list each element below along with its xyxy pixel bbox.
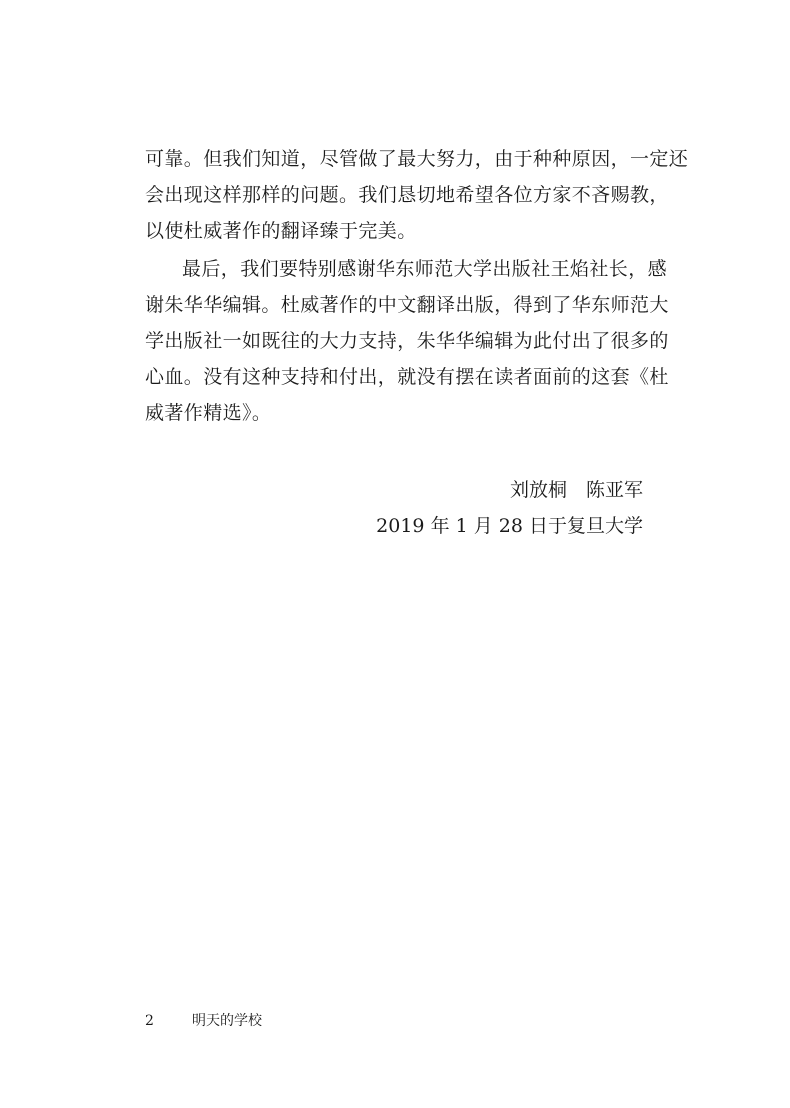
signature-authors: 刘放桐 陈亚军 [509,479,643,501]
text-line: 心血。没有这种支持和付出，就没有摆在读者面前的这套《杜 [145,366,669,388]
text-line: 威著作精选》。 [145,402,272,424]
signature-date-place: 2019 年 1 月 28 日于复旦大学 [376,515,643,537]
page-number: 2 [145,1013,154,1029]
text-line: 以使杜威著作的翻译臻于完美。 [145,220,417,242]
text-line: 最后，我们要特别感谢华东师范大学出版社王焰社长，感 [182,258,668,280]
text-line: 谢朱华华编辑。杜威著作的中文翻译出版，得到了华东师范大 [145,294,669,316]
running-title: 明天的学校 [192,1013,262,1029]
text-line: 可靠。但我们知道，尽管做了最大努力，由于种种原因，一定还 [145,148,689,170]
text-line: 学出版社一如既往的大力支持，朱华华编辑为此付出了很多的 [145,330,669,352]
text-line: 会出现这样那样的问题。我们恳切地希望各位方家不吝赐教， [145,184,669,206]
